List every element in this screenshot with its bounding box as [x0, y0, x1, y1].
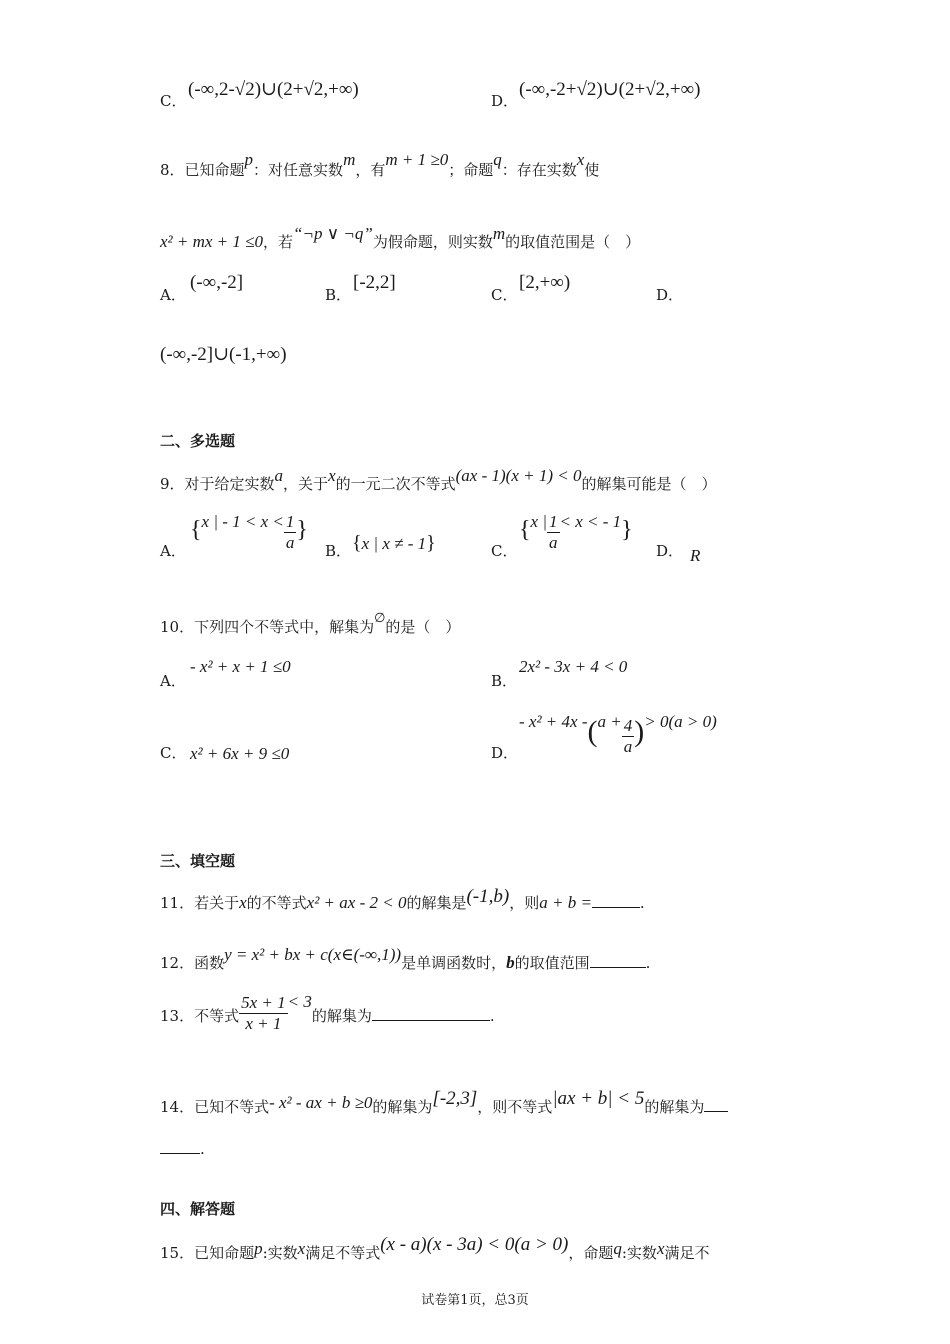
q12-prefix: 12．函数 — [160, 954, 225, 972]
q9-a-expr-left: x | - 1 < x < — [201, 512, 284, 531]
q13-mid: 的解集为 — [311, 1007, 372, 1025]
q14-question — [160, 1088, 728, 1117]
q10-d-paren-left: ( — [587, 715, 598, 748]
q9-b-expr: x | x ≠ - 1 — [361, 534, 427, 553]
q15-p: p — [254, 1239, 263, 1258]
q7-option-c-expr: (-∞,2-√2)∪(2+√2,+∞) — [188, 79, 359, 100]
q8-option-d-label: D． — [656, 286, 684, 304]
q9-option-a-label: A． — [160, 542, 186, 560]
q11-ineq: x² + ax - 2 < 0 — [306, 893, 407, 912]
q13-fraction — [239, 993, 288, 1034]
q8-cond1: m + 1 ≥0 — [385, 150, 449, 169]
q10-d-paren-right: ) — [634, 715, 645, 748]
q15-question — [160, 1234, 710, 1263]
q8-option-b-expr: [-2,2] — [353, 272, 396, 293]
q14-suffix: . — [200, 1140, 205, 1158]
q7-option-d-expr: (-∞,-2+√2)∪(2+√2,+∞) — [519, 79, 701, 100]
q8-option-a-expr: (-∞,-2] — [190, 272, 244, 293]
q9-c-fraction — [547, 512, 560, 553]
q11-expr: a + b = — [539, 893, 592, 912]
q10-option-d-expr — [519, 712, 717, 757]
q9-mid1: ，关于 — [283, 475, 329, 493]
q12-answer-blank[interactable] — [590, 967, 646, 968]
q15-x2: x — [656, 1239, 665, 1258]
q8-mid2: ，有 — [355, 161, 386, 179]
q14-answer-blank-line1[interactable] — [704, 1111, 728, 1112]
q15-ineq: (x - a)(x - 3a) < 0(a > 0) — [380, 1234, 569, 1255]
q15-suffix: 满足不 — [664, 1244, 710, 1262]
q8-quote-expr: “¬p ∨ ¬q” — [293, 224, 373, 243]
q12-suffix-text: 的取值范围 — [514, 954, 590, 972]
q7-option-c-label: C． — [160, 92, 187, 110]
q10-d-num: 4 — [623, 716, 633, 735]
q8-suffix: 使 — [584, 161, 600, 179]
q10-d-expr-right: > 0(a > 0) — [644, 712, 717, 731]
q14-ineq: - x² - ax + b ≥0 — [269, 1093, 373, 1112]
q8-line2-mid1: ，若 — [263, 233, 294, 251]
q10-d-fraction — [622, 716, 635, 757]
q8-m: m — [343, 150, 356, 169]
q11-x: x — [239, 893, 247, 912]
q9-a-num: 1 — [285, 512, 295, 531]
q10-suffix: 的是（ ） — [385, 618, 461, 636]
q14-question-line2 — [160, 1140, 205, 1158]
q12-suffix: . — [645, 954, 651, 972]
q12-mid: 是单调函数时， — [401, 954, 507, 972]
q8-mid3: ；命题 — [448, 161, 494, 179]
q9-b-brace-left: { — [352, 532, 362, 554]
q9-option-c-label: C． — [491, 542, 518, 560]
q10-option-c-expr: x² + 6x + 9 ≤0 — [190, 744, 290, 763]
q15-mid2: 满足不等式 — [305, 1244, 381, 1262]
q9-c-brace-left: { — [519, 517, 531, 543]
q10-empty-set: ∅ — [374, 610, 386, 625]
section-heading-solutions: 四、解答题 — [160, 1200, 236, 1218]
q9-option-d-expr: R — [690, 546, 701, 565]
q8-option-c-expr: [2,+∞) — [519, 272, 571, 293]
q15-mid4: :实数 — [621, 1244, 657, 1262]
q15-prefix: 15．已知命题 — [160, 1244, 255, 1262]
q9-c-num: 1 — [549, 512, 558, 531]
q8-cond2: x² + mx + 1 ≤0 — [160, 232, 263, 251]
q9-mid2: 的一元二次不等式 — [335, 475, 456, 493]
q13-question — [160, 992, 495, 1034]
q8-option-d-expr: (-∞,-2]∪(-1,+∞) — [160, 344, 287, 365]
q8-option-a-label: A． — [160, 286, 186, 304]
q9-prefix: 9．对于给定实数 — [160, 475, 275, 493]
q12-b: b — [506, 953, 515, 972]
q9-option-b-expr — [352, 532, 436, 555]
q12-func: y = x² + bx + c(x∈(-∞,1)) — [224, 945, 402, 964]
q14-prefix: 14．已知不等式 — [160, 1098, 270, 1116]
q8-q: q — [493, 150, 502, 169]
q9-option-d-label: D． — [656, 542, 684, 560]
q8-line2-mid2: 为假命题，则实数 — [372, 233, 493, 251]
q11-mid1: 的不等式 — [246, 894, 307, 912]
q8-line2-suffix: 的取值范围是（ ） — [505, 233, 641, 251]
q14-mid1: 的解集为 — [372, 1098, 433, 1116]
q11-suffix: . — [639, 894, 645, 912]
q9-c-brace-right: } — [621, 517, 633, 543]
q8-mid1: ：对任意实数 — [253, 161, 344, 179]
q7-option-d-label: D． — [491, 92, 519, 110]
q12-question — [160, 945, 650, 973]
q11-prefix: 11．若关于 — [160, 894, 240, 912]
page-footer: 试卷第1页，总3页 — [421, 1293, 529, 1308]
q11-mid2: 的解集是 — [406, 894, 467, 912]
q8-x: x — [576, 150, 585, 169]
q9-c-expr-right: < x < - 1 — [559, 512, 622, 531]
section-heading-multi-choice: 二、多选题 — [160, 432, 236, 450]
q10-d-den: a — [623, 737, 633, 756]
q8-mid4: ：存在实数 — [501, 161, 577, 179]
q15-mid1: :实数 — [262, 1244, 298, 1262]
q9-c-den: a — [549, 533, 558, 552]
q9-a-den: a — [285, 533, 295, 552]
q13-den: x + 1 — [245, 1013, 282, 1033]
q8-question-line2 — [160, 224, 640, 252]
q9-question — [160, 466, 716, 494]
q10-d-a: a + — [597, 712, 622, 731]
q11-question — [160, 886, 645, 913]
q8-option-b-label: B． — [325, 286, 352, 304]
q13-num: 5x + 1 — [241, 992, 286, 1012]
q9-c-expr-left: x | — [530, 512, 547, 531]
q10-option-d-label: D． — [491, 744, 519, 762]
q14-ineq2: |ax + b| < 5 — [552, 1088, 645, 1109]
q10-question — [160, 610, 460, 637]
q9-b-brace-right: } — [426, 532, 436, 554]
q10-option-b-expr: 2x² - 3x + 4 < 0 — [519, 657, 628, 676]
q10-prefix: 10．下列四个不等式中，解集为 — [160, 618, 375, 636]
q13-answer-blank[interactable] — [372, 1020, 490, 1021]
q8-prefix: 8．已知命题 — [160, 161, 245, 179]
q14-set: [-2,3] — [432, 1088, 478, 1109]
q9-option-b-label: B． — [325, 542, 352, 560]
q11-answer-blank[interactable] — [592, 907, 640, 908]
q9-suffix: 的解集可能是（ ） — [581, 475, 717, 493]
section-heading-fill-in: 三、填空题 — [160, 852, 236, 870]
q8-option-c-label: C． — [491, 286, 518, 304]
q11-set: (-1,b) — [466, 886, 510, 907]
q10-d-expr-left: - x² + 4x - — [519, 712, 588, 731]
q10-option-a-label: A． — [160, 672, 186, 690]
q14-mid2: ，则不等式 — [477, 1098, 553, 1116]
q14-mid3: 的解集为 — [644, 1098, 705, 1116]
q9-a-brace-left: { — [190, 517, 202, 543]
q10-option-a-expr: - x² + x + 1 ≤0 — [190, 657, 291, 676]
q8-question-line1 — [160, 150, 599, 180]
q13-prefix: 13．不等式 — [160, 1007, 240, 1025]
q15-mid3: ，命题 — [568, 1244, 614, 1262]
q9-a: a — [274, 466, 284, 485]
q15-x: x — [297, 1239, 306, 1258]
q8-m-2: m — [492, 224, 506, 243]
q9-ineq: (ax - 1)(x + 1) < 0 — [455, 466, 582, 485]
q13-rhs: < 3 — [287, 992, 312, 1011]
q9-a-brace-right: } — [296, 517, 308, 543]
q9-x: x — [328, 466, 336, 485]
q10-option-b-label: B． — [491, 672, 518, 690]
q9-option-a-expr — [190, 512, 308, 553]
q9-option-c-expr — [519, 512, 633, 553]
q14-answer-blank-line2[interactable] — [160, 1153, 200, 1154]
q11-mid3: ，则 — [509, 894, 540, 912]
q10-option-c-label: C． — [160, 744, 187, 762]
q8-p: p — [244, 150, 254, 169]
q13-suffix: . — [489, 1007, 495, 1025]
q9-a-fraction — [284, 512, 297, 553]
q15-q: q — [613, 1239, 622, 1258]
